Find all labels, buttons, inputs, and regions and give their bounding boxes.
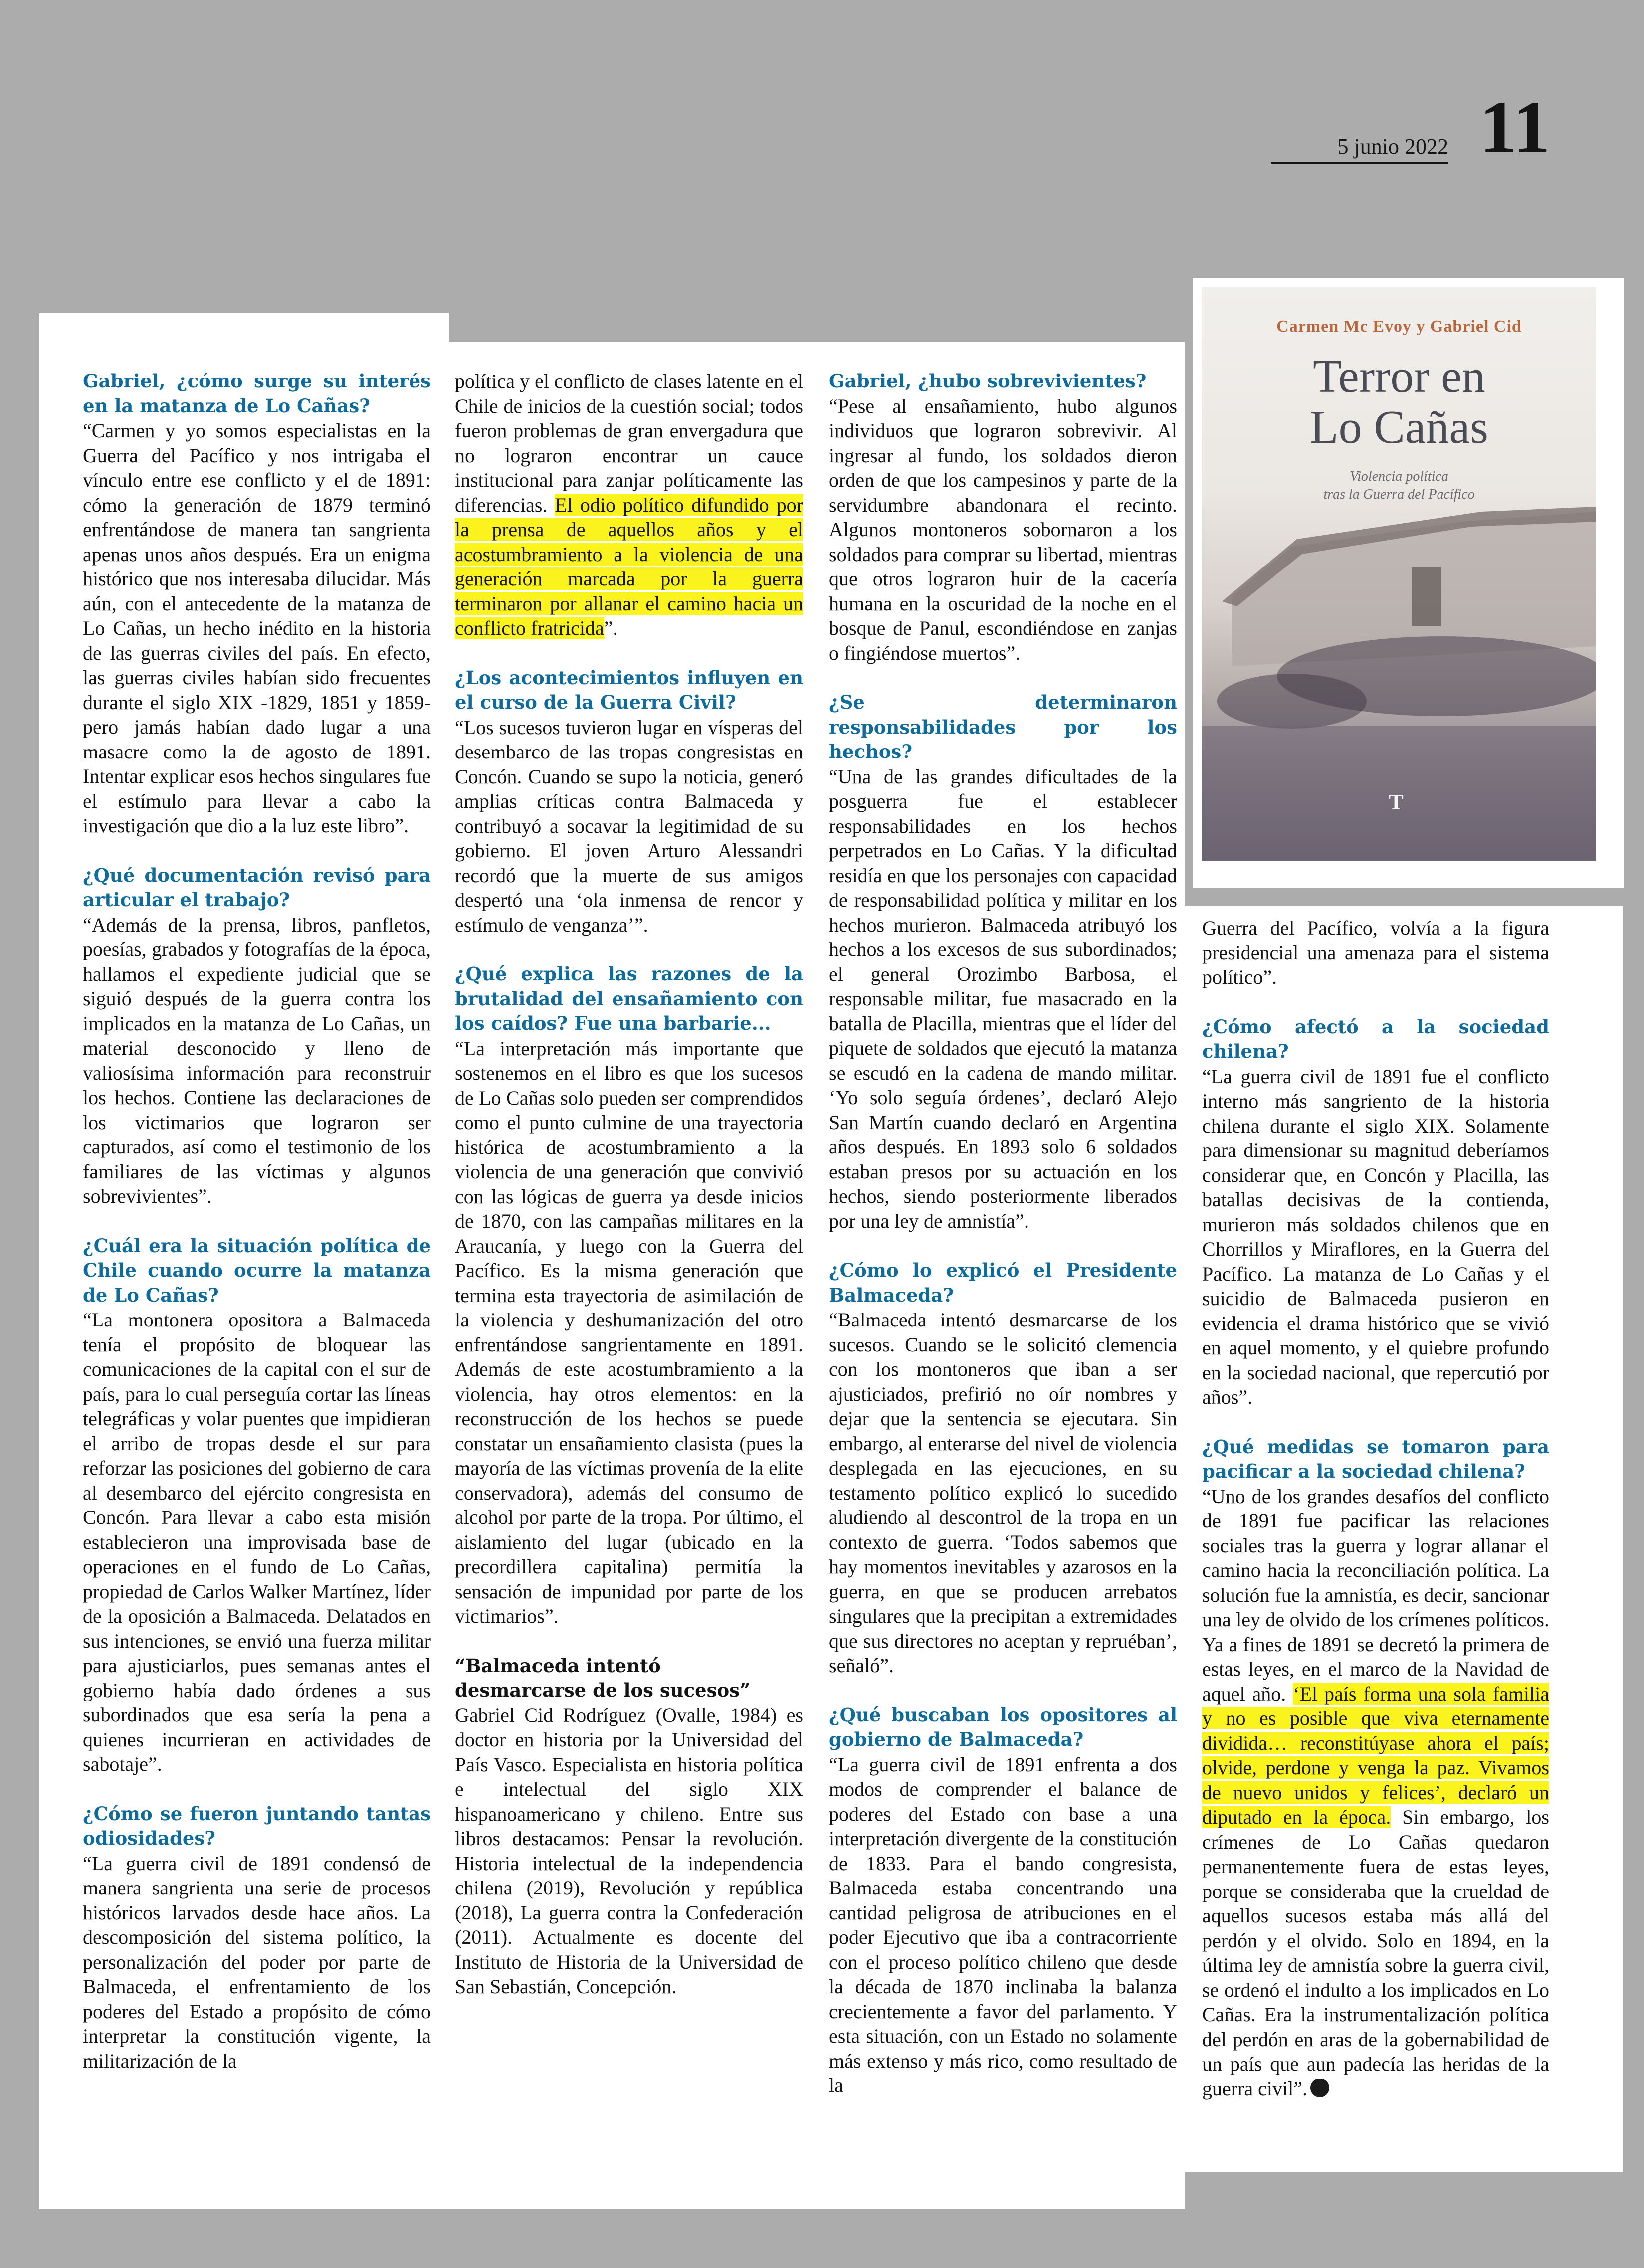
cover-doorway <box>1412 567 1441 626</box>
answer-paragraph: “La guerra civil de 1891 fue el conflicto interno más sangriento de la historia chilena durante el siglo XIX. Solamente para dimensionar su magnitud deberíamos considerar que, en Concón y Placilla, las batallas decisivas de la contienda, murieron más soldados chilenos que en Chorrillos y Miraflores, en la Guerra del Pacífico. La matanza de Lo Cañas y el suicidio de Balmaceda pusieron en evidencia el drama histórico que se vivió en aquel momento, y el quiebre profundo en la sociedad nacional, que repercutió por años”. <box>1202 1065 1549 1408</box>
page-header <box>1271 86 1550 169</box>
answer-paragraph: “Además de la prensa, libros, panfletos, poesías, grabados y fotografías de la época, hallamos el expediente judicial que se siguió después de la guerra contra los implicados en la matanza de Lo Cañas, un material desconocido y lleno de valiosísima información para reconstruir los hechos. Contiene las declaraciones de los victimarios que lograron ser capturados, así como el testimonio de los familiares de las víctimas y algunos sobrevivientes”. <box>83 913 431 1207</box>
book-subtitle-line1: Violencia política <box>1350 469 1448 484</box>
column-2 <box>455 369 803 1999</box>
answer-paragraph: “La guerra civil de 1891 condensó de manera sangrienta una serie de procesos históricos larvados desde hace años. La descomposición del sistema político, la personalización del poder por parte de Balmaceda, el enfrentamiento de los poderes del Estado a propósito de cómo interpretar la constitución vigente, la militarización de la <box>83 1852 431 2072</box>
answer-paragraph: “Carmen y yo somos especialistas en la Guerra del Pacífico y nos intrigaba el vínculo entre ese conflicto y el de 1891: cómo la generación de 1879 terminó enfrentándose de manera tan sangrienta apenas unos años después. Era un enigma histórico que nos interesaba dilucidar. Más aún, con el antecedente de la matanza de Lo Cañas, un hecho inédito en la historia de las guerras civiles del país. En efecto, las guerras civiles habían sido frecuentes durante el siglo XIX -1829, 1851 y 1859- pero jamás habían dado lugar a una masacre como la de agosto de 1891. Intentar explicar esos hechos singulares fue el estímulo para llevar a cabo la investigación que dio a la luz este libro”. <box>83 419 431 837</box>
page-number: 11 <box>1479 86 1550 169</box>
question-heading: ¿Qué explica las razones de la brutalidad del ensañamiento con los caídos? Fue una barbarie... <box>455 963 803 1034</box>
highlighted-quote: El odio político difundido por la prensa de aquellos años y el acostumbramiento a la violencia de una generación marcada por la guerra terminaron por allanar el camino hacia un conflicto fratricida <box>455 493 804 639</box>
column-4 <box>1202 916 1549 2101</box>
book-subtitle-line2: tras la Guerra del Pacífico <box>1323 487 1475 502</box>
publisher-logo: T <box>1389 790 1404 814</box>
question-heading: ¿Se determinaron responsabilidades por los hechos? <box>829 691 1177 762</box>
book-cover <box>1202 287 1596 861</box>
question-heading: ¿Qué buscaban los opositores al gobierno de Balmaceda? <box>829 1703 1177 1750</box>
column-3 <box>829 369 1177 2098</box>
bio-title-line1: “Balmaceda intentó <box>455 1654 661 1677</box>
question-heading: ¿Cómo afectó a la sociedad chilena? <box>1202 1015 1549 1062</box>
end-mark-icon <box>1310 2079 1329 2097</box>
answer-paragraph: “Balmaceda intentó desmarcarse de los sucesos. Cuando se le solicitó clemencia con los montoneros que iban a ser ajusticiados, prefirió no oír nombres y dejar que la sentencia se ejecutara. Sin embargo, al enterarse del nivel de violencia desplegada en las ejecuciones, en su testamento político explicó lo sucedido aludiendo al descontrol de la tropa en un contexto de guerra. ‘Todos sabemos que hay momentos inevitables y azarosos en la guerra, en que se producen arrebatos singulares que la precipitan a extremidades que sus directores no aceptan y repruéban’, señaló”. <box>829 1309 1177 1677</box>
column-1 <box>83 369 431 2073</box>
bio-title <box>455 1654 803 1703</box>
answer-paragraph <box>1202 1484 1549 2101</box>
book-title-line2: Lo Cañas <box>1310 401 1488 453</box>
answer-paragraph: “La guerra civil de 1891 enfrenta a dos modos de comprender el balance de poderes del Estado con base a una interpretación divergente de la constitución de 1833. Para el bando congresista, Balmaceda estaba concentrando una cantidad peligrosa de atribuciones en el poder Ejecutivo que iba a contracorriente con el proceso político chileno que desde la década de 1870 inclinaba la balanza crecientemente a favor del parlamento. Y esta situación, con un Estado no solamente más extenso y más rico, como resultado de la <box>829 1753 1177 2096</box>
cover-crowd-left <box>1217 674 1367 729</box>
book-authors: Carmen Mc Evoy y Gabriel Cid <box>1276 317 1522 336</box>
question-heading: Gabriel, ¿cómo surge su interés en la matanza de Lo Cañas? <box>83 370 431 417</box>
question-heading: ¿Cómo lo explicó el Presidente Balmaceda? <box>829 1259 1177 1306</box>
question-heading: ¿Qué documentación revisó para articular el trabajo? <box>83 864 431 911</box>
answer-paragraph-continued: Guerra del Pacífico, volvía a la figura presidencial una amenaza para el sistema político”. <box>1202 917 1549 988</box>
cover-illustration <box>1202 287 1596 861</box>
question-heading: ¿Los acontecimientos influyen en el curso de la Guerra Civil? <box>455 666 803 713</box>
issue-date: 5 junio 2022 <box>1271 134 1448 164</box>
bio-title-line2: desmarcarse de los sucesos” <box>455 1679 751 1701</box>
answer-text: “Uno de los grandes desafíos del conflicto de 1891 fue pacificar las relaciones sociales tras la guerra y lograr allanar el camino hacia la reconciliación política. La solución fue la amnistía, es decir, sancionar una ley de olvido de los crímenes políticos. Ya a fines de 1891 se decretó la primera de estas leyes, en el marco de la Navidad de aquel año. <box>1202 1485 1549 1705</box>
answer-paragraph: “La interpretación más importante que sostenemos en el libro es que los sucesos de Lo Cañas solo pueden ser comprendidos como el punto culmine de una trayectoria histórica de acostumbramiento a la violencia de una generación que convivió con las lógicas de guerra ya desde inicios de 1870, con las campañas militares en la Araucanía, y luego con la Guerra del Pacífico. Es la misma generación que termina esta trayectoria de asimilación de la violencia y deshumanización del otro enfrentándose sangrientamente en 1891. Además de este acostumbramiento a la violencia, hay otros elementos: en la reconstrucción de los hechos se puede constatar un ensañamiento clasista (pues la mayoría de las víctimas provenía de la elite conservadora), además del consumo de alcohol por parte de la tropa. Por último, el aislamiento del lugar (ubicado en la precordillera capitalina) permitía la sensación de impunidad por parte de los victimarios”. <box>455 1037 803 1627</box>
answer-paragraph: “Los sucesos tuvieron lugar en vísperas del desembarco de las tropas congresistas en Concón. Cuando se supo la noticia, generó amplias críticas contra Balmaceda y contribuyó a socavar la legitimidad de su gobierno. El joven Arturo Alessandri recordó que la muerte de sus amigos despertó una ‘ola inmensa de rencor y estímulo de venganza’”. <box>455 716 803 936</box>
answer-text-end: Sin embargo, los crímenes de Lo Cañas quedaron permanentemente fuera de estas leyes, porque se consideraba que la crueldad de aquellos sucesos estaba más allá del perdón y el olvido. Solo en 1894, en la última ley de amnistía sobre la guerra civil, se ordenó el indulto a los implicados en Lo Cañas. Era la instrumentalización política del perdón en aras de la gobernabilidad de un país que aun padecía las heridas de la guerra civil”. <box>1202 1806 1549 2100</box>
answer-paragraph-continued <box>455 369 803 641</box>
answer-paragraph: “La montonera opositora a Balmaceda tenía el propósito de bloquear las comunicaciones de la capital con el sur de país, para lo cual perseguía cortar las líneas telegráficas y volar puentes que impidieran el arribo de tropas desde el sur para reforzar las posiciones del gobierno de cara al desembarco del ejército congresista en Concón. Para llevar a cabo esta misión establecieron una improvisada base de operaciones en el fundo de Lo Cañas, propiedad de Carlos Walker Martínez, líder de la oposición a Balmaceda. Delatados en sus intenciones, se envió una fuerza militar para ajusticiarlos, pues semanas antes el gobierno había dado órdenes a sus subordinados que esa sería la pena a quienes incurrieran en actividades de sabotaje”. <box>83 1309 431 1775</box>
book-cover-frame <box>1193 278 1624 888</box>
book-title-line1: Terror en <box>1313 351 1485 402</box>
question-heading: ¿Cuál era la situación política de Chile cuando ocurre la matanza de Lo Cañas? <box>83 1234 431 1306</box>
answer-text-end: ”. <box>604 617 618 639</box>
question-heading: ¿Cómo se fueron juntando tantas odiosidades? <box>83 1802 431 1849</box>
author-bio: Gabriel Cid Rodríguez (Ovalle, 1984) es doctor en historia por la Universidad del País Vasco. Especialista en historia política e intelectual del siglo XIX hispanoamericano y chileno. Entre sus libros destacamos: Pensar la revolución. Historia intelectual de la independencia chilena (2019), Revolución y república (2018), La guerra contra la Confederación (2011). Actualmente es docente del Instituto de Historia de la Universidad de San Sebastián, Concepción. <box>455 1703 803 1998</box>
answer-text: política y el conflicto de clases latente en el Chile de inicios de la cuestión social; todos fueron problemas de gran envergadura que no lograron encontrar un cauce institucional para zanjar políticamente las diferencias. <box>455 370 803 516</box>
highlighted-quote: ‘El país forma una sola familia y no es posible que viva eternamente dividida… reconstitúyase ahora el país; olvide, perdone y venga la paz. Vivamos de nuevo unidos y felices’, declaró un diputado en la época. <box>1202 1682 1549 1828</box>
question-heading: Gabriel, ¿hubo sobrevivientes? <box>829 370 1147 392</box>
question-heading: ¿Qué medidas se tomaron para pacificar a la sociedad chilena? <box>1202 1435 1549 1482</box>
answer-paragraph: “Una de las grandes dificultades de la posguerra fue el establecer responsabilidades en los hechos perpetrados en Lo Cañas. Y la dificultad residía en que los personajes con capacidad de responsabilidad política y militar en los hechos murieron. Balmaceda atribuyó los hechos a los excesos de sus subordinados; el general Orozimbo Barbosa, el responsable militar, fue masacrado en la batalla de Placilla, mientras que el líder del piquete de soldados que ejecutó la matanza se escudó en la cadena de mando militar. ‘Yo solo seguía órdenes’, declaró Alejo San Martín cuando declaró en Argentina años después. En 1893 solo 6 soldados estaban presos por su actuación en los hechos, siendo posteriormente liberados por una ley de amnistía”. <box>829 765 1177 1232</box>
answer-paragraph: “Pese al ensañamiento, hubo algunos individuos que lograron sobrevivir. Al ingresar al fundo, los soldados dieron orden de que los campesinos y parte de la servidumbre abandonara el recinto. Algunos montoneros sobornaron a los soldados para comprar su libertad, mientras que otros lograron huir de la cacería humana en la oscuridad de la noche en el bosque de Panul, escondiéndose en zanjas o fingiéndose muertos”. <box>829 394 1177 664</box>
